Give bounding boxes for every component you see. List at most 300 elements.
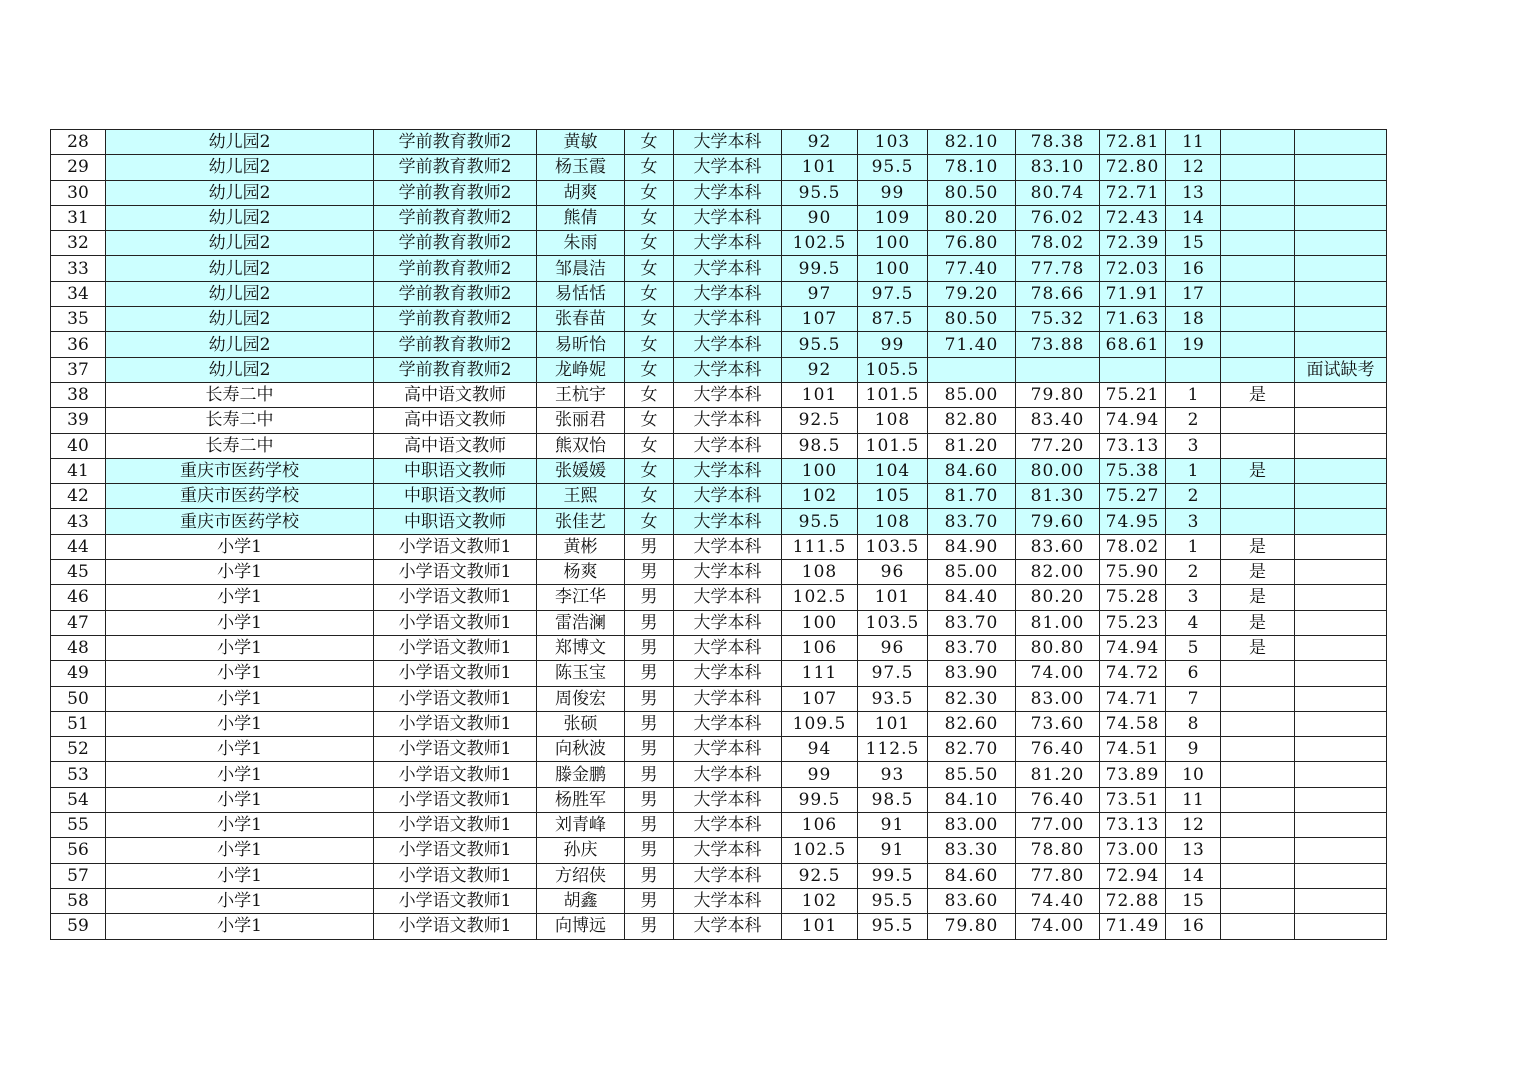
note-cell[interactable] [1295,762,1387,787]
total-score-cell[interactable]: 68.61 [1100,332,1166,357]
name-cell[interactable]: 张春苗 [537,307,625,332]
score-2-cell[interactable]: 100 [858,256,928,281]
note-cell[interactable] [1295,408,1387,433]
education-cell[interactable]: 大学本科 [674,357,782,382]
selected-cell[interactable] [1221,332,1295,357]
name-cell[interactable]: 杨胜军 [537,787,625,812]
score-3-cell[interactable]: 81.70 [928,484,1016,509]
sex-cell[interactable]: 男 [625,838,674,863]
note-cell[interactable] [1295,635,1387,660]
score-1-cell[interactable]: 90 [782,205,858,230]
sex-cell[interactable]: 女 [625,509,674,534]
score-4-cell[interactable]: 78.66 [1016,281,1100,306]
total-score-cell[interactable]: 75.28 [1100,585,1166,610]
score-2-cell[interactable]: 108 [858,509,928,534]
row-number-cell[interactable]: 30 [51,180,106,205]
sex-cell[interactable]: 男 [625,711,674,736]
row-number-cell[interactable]: 46 [51,585,106,610]
row-number-cell[interactable]: 37 [51,357,106,382]
score-1-cell[interactable]: 102 [782,888,858,913]
score-1-cell[interactable]: 102 [782,484,858,509]
unit-cell[interactable]: 长寿二中 [106,382,374,407]
selected-cell[interactable] [1221,863,1295,888]
score-2-cell[interactable]: 91 [858,838,928,863]
score-3-cell[interactable]: 82.60 [928,711,1016,736]
note-cell[interactable] [1295,838,1387,863]
name-cell[interactable]: 李江华 [537,585,625,610]
unit-cell[interactable]: 幼儿园2 [106,231,374,256]
sex-cell[interactable]: 女 [625,382,674,407]
note-cell[interactable] [1295,888,1387,913]
position-cell[interactable]: 学前教育教师2 [374,281,537,306]
rank-cell[interactable]: 12 [1166,155,1221,180]
position-cell[interactable]: 小学语文教师1 [374,610,537,635]
score-3-cell[interactable]: 83.70 [928,509,1016,534]
score-3-cell[interactable]: 84.40 [928,585,1016,610]
selected-cell[interactable] [1221,357,1295,382]
score-1-cell[interactable]: 92.5 [782,408,858,433]
rank-cell[interactable]: 14 [1166,205,1221,230]
name-cell[interactable]: 邹晨洁 [537,256,625,281]
selected-cell[interactable] [1221,787,1295,812]
total-score-cell[interactable]: 73.51 [1100,787,1166,812]
score-3-cell[interactable]: 76.80 [928,231,1016,256]
row-number-cell[interactable]: 49 [51,661,106,686]
selected-cell[interactable] [1221,130,1295,155]
score-2-cell[interactable]: 105 [858,484,928,509]
score-2-cell[interactable]: 99 [858,332,928,357]
sex-cell[interactable]: 男 [625,534,674,559]
education-cell[interactable]: 大学本科 [674,863,782,888]
selected-cell[interactable] [1221,888,1295,913]
score-4-cell[interactable]: 76.40 [1016,787,1100,812]
score-2-cell[interactable]: 101 [858,585,928,610]
score-1-cell[interactable]: 107 [782,307,858,332]
score-3-cell[interactable]: 82.80 [928,408,1016,433]
row-number-cell[interactable]: 59 [51,914,106,939]
education-cell[interactable]: 大学本科 [674,509,782,534]
row-number-cell[interactable]: 33 [51,256,106,281]
score-3-cell[interactable]: 77.40 [928,256,1016,281]
score-1-cell[interactable]: 109.5 [782,711,858,736]
sex-cell[interactable]: 男 [625,863,674,888]
rank-cell[interactable]: 1 [1166,458,1221,483]
unit-cell[interactable]: 小学1 [106,787,374,812]
score-2-cell[interactable]: 97.5 [858,661,928,686]
unit-cell[interactable]: 小学1 [106,762,374,787]
score-2-cell[interactable]: 91 [858,813,928,838]
row-number-cell[interactable]: 54 [51,787,106,812]
total-score-cell[interactable]: 74.71 [1100,686,1166,711]
score-2-cell[interactable]: 97.5 [858,281,928,306]
score-1-cell[interactable]: 101 [782,914,858,939]
name-cell[interactable]: 张丽君 [537,408,625,433]
row-number-cell[interactable]: 44 [51,534,106,559]
score-1-cell[interactable]: 111 [782,661,858,686]
row-number-cell[interactable]: 35 [51,307,106,332]
score-3-cell[interactable]: 79.80 [928,914,1016,939]
unit-cell[interactable]: 小学1 [106,813,374,838]
score-4-cell[interactable]: 73.88 [1016,332,1100,357]
score-3-cell[interactable]: 84.60 [928,458,1016,483]
sex-cell[interactable]: 女 [625,256,674,281]
rank-cell[interactable]: 3 [1166,585,1221,610]
total-score-cell[interactable]: 73.13 [1100,813,1166,838]
row-number-cell[interactable]: 42 [51,484,106,509]
rank-cell[interactable]: 18 [1166,307,1221,332]
education-cell[interactable]: 大学本科 [674,180,782,205]
score-2-cell[interactable]: 95.5 [858,914,928,939]
score-1-cell[interactable]: 102.5 [782,838,858,863]
score-3-cell[interactable]: 80.20 [928,205,1016,230]
total-score-cell[interactable]: 73.00 [1100,838,1166,863]
education-cell[interactable]: 大学本科 [674,661,782,686]
row-number-cell[interactable]: 43 [51,509,106,534]
rank-cell[interactable]: 13 [1166,180,1221,205]
selected-cell[interactable] [1221,661,1295,686]
sex-cell[interactable]: 男 [625,585,674,610]
education-cell[interactable]: 大学本科 [674,382,782,407]
rank-cell[interactable]: 6 [1166,661,1221,686]
unit-cell[interactable]: 小学1 [106,560,374,585]
score-4-cell[interactable]: 82.00 [1016,560,1100,585]
score-4-cell[interactable]: 78.80 [1016,838,1100,863]
position-cell[interactable]: 学前教育教师2 [374,332,537,357]
row-number-cell[interactable]: 48 [51,635,106,660]
score-1-cell[interactable]: 100 [782,458,858,483]
position-cell[interactable]: 小学语文教师1 [374,838,537,863]
sex-cell[interactable]: 女 [625,433,674,458]
score-4-cell[interactable]: 74.00 [1016,661,1100,686]
education-cell[interactable]: 大学本科 [674,155,782,180]
name-cell[interactable]: 胡爽 [537,180,625,205]
education-cell[interactable]: 大学本科 [674,787,782,812]
row-number-cell[interactable]: 38 [51,382,106,407]
sex-cell[interactable]: 女 [625,130,674,155]
score-3-cell[interactable]: 83.60 [928,888,1016,913]
score-2-cell[interactable]: 99 [858,180,928,205]
education-cell[interactable]: 大学本科 [674,711,782,736]
score-1-cell[interactable]: 99.5 [782,787,858,812]
row-number-cell[interactable]: 41 [51,458,106,483]
sex-cell[interactable]: 男 [625,560,674,585]
education-cell[interactable]: 大学本科 [674,686,782,711]
score-3-cell[interactable] [928,357,1016,382]
score-2-cell[interactable]: 95.5 [858,888,928,913]
unit-cell[interactable]: 幼儿园2 [106,256,374,281]
score-3-cell[interactable]: 82.10 [928,130,1016,155]
rank-cell[interactable]: 11 [1166,787,1221,812]
sex-cell[interactable]: 男 [625,635,674,660]
sex-cell[interactable]: 女 [625,357,674,382]
score-2-cell[interactable]: 95.5 [858,155,928,180]
education-cell[interactable]: 大学本科 [674,458,782,483]
selected-cell[interactable] [1221,433,1295,458]
note-cell[interactable] [1295,231,1387,256]
total-score-cell[interactable]: 71.63 [1100,307,1166,332]
selected-cell[interactable]: 是 [1221,382,1295,407]
score-4-cell[interactable]: 77.78 [1016,256,1100,281]
unit-cell[interactable]: 小学1 [106,661,374,686]
position-cell[interactable]: 高中语文教师 [374,408,537,433]
note-cell[interactable] [1295,813,1387,838]
selected-cell[interactable] [1221,307,1295,332]
selected-cell[interactable] [1221,914,1295,939]
name-cell[interactable]: 方绍侠 [537,863,625,888]
sex-cell[interactable]: 男 [625,737,674,762]
rank-cell[interactable]: 11 [1166,130,1221,155]
score-2-cell[interactable]: 99.5 [858,863,928,888]
score-1-cell[interactable]: 98.5 [782,433,858,458]
selected-cell[interactable] [1221,231,1295,256]
unit-cell[interactable]: 长寿二中 [106,433,374,458]
score-1-cell[interactable]: 94 [782,737,858,762]
name-cell[interactable]: 雷浩澜 [537,610,625,635]
score-1-cell[interactable]: 100 [782,610,858,635]
note-cell[interactable] [1295,737,1387,762]
score-3-cell[interactable]: 83.70 [928,610,1016,635]
score-2-cell[interactable]: 103 [858,130,928,155]
unit-cell[interactable]: 幼儿园2 [106,205,374,230]
unit-cell[interactable]: 小学1 [106,863,374,888]
total-score-cell[interactable]: 74.58 [1100,711,1166,736]
score-4-cell[interactable]: 83.10 [1016,155,1100,180]
unit-cell[interactable]: 幼儿园2 [106,332,374,357]
row-number-cell[interactable]: 58 [51,888,106,913]
note-cell[interactable] [1295,534,1387,559]
note-cell[interactable] [1295,863,1387,888]
selected-cell[interactable]: 是 [1221,585,1295,610]
row-number-cell[interactable]: 57 [51,863,106,888]
name-cell[interactable]: 张硕 [537,711,625,736]
education-cell[interactable]: 大学本科 [674,585,782,610]
unit-cell[interactable]: 小学1 [106,711,374,736]
score-1-cell[interactable]: 108 [782,560,858,585]
unit-cell[interactable]: 小学1 [106,635,374,660]
sex-cell[interactable]: 男 [625,914,674,939]
name-cell[interactable]: 周俊宏 [537,686,625,711]
score-2-cell[interactable]: 101.5 [858,382,928,407]
education-cell[interactable]: 大学本科 [674,813,782,838]
rank-cell[interactable]: 15 [1166,888,1221,913]
selected-cell[interactable]: 是 [1221,610,1295,635]
score-4-cell[interactable]: 80.74 [1016,180,1100,205]
score-1-cell[interactable]: 106 [782,813,858,838]
position-cell[interactable]: 学前教育教师2 [374,256,537,281]
sex-cell[interactable]: 男 [625,661,674,686]
note-cell[interactable] [1295,155,1387,180]
sex-cell[interactable]: 男 [625,813,674,838]
score-2-cell[interactable]: 101 [858,711,928,736]
position-cell[interactable]: 学前教育教师2 [374,155,537,180]
name-cell[interactable]: 王杭宇 [537,382,625,407]
score-3-cell[interactable]: 82.70 [928,737,1016,762]
score-4-cell[interactable]: 79.60 [1016,509,1100,534]
score-4-cell[interactable]: 80.00 [1016,458,1100,483]
note-cell[interactable] [1295,281,1387,306]
total-score-cell[interactable]: 71.91 [1100,281,1166,306]
row-number-cell[interactable]: 34 [51,281,106,306]
selected-cell[interactable] [1221,711,1295,736]
selected-cell[interactable] [1221,813,1295,838]
sex-cell[interactable]: 女 [625,458,674,483]
position-cell[interactable]: 小学语文教师1 [374,914,537,939]
rank-cell[interactable]: 5 [1166,635,1221,660]
score-4-cell[interactable]: 74.40 [1016,888,1100,913]
score-2-cell[interactable]: 109 [858,205,928,230]
score-1-cell[interactable]: 99.5 [782,256,858,281]
education-cell[interactable]: 大学本科 [674,737,782,762]
name-cell[interactable]: 黄敏 [537,130,625,155]
total-score-cell[interactable]: 72.80 [1100,155,1166,180]
note-cell[interactable]: 面试缺考 [1295,357,1387,382]
position-cell[interactable]: 学前教育教师2 [374,357,537,382]
name-cell[interactable]: 熊倩 [537,205,625,230]
row-number-cell[interactable]: 28 [51,130,106,155]
education-cell[interactable]: 大学本科 [674,534,782,559]
unit-cell[interactable]: 幼儿园2 [106,180,374,205]
rank-cell[interactable]: 13 [1166,838,1221,863]
position-cell[interactable]: 小学语文教师1 [374,813,537,838]
score-3-cell[interactable]: 82.30 [928,686,1016,711]
selected-cell[interactable] [1221,509,1295,534]
unit-cell[interactable]: 幼儿园2 [106,307,374,332]
note-cell[interactable] [1295,686,1387,711]
total-score-cell[interactable]: 78.02 [1100,534,1166,559]
sex-cell[interactable]: 男 [625,787,674,812]
unit-cell[interactable]: 小学1 [106,585,374,610]
score-2-cell[interactable]: 104 [858,458,928,483]
name-cell[interactable]: 易昕怡 [537,332,625,357]
row-number-cell[interactable]: 53 [51,762,106,787]
score-3-cell[interactable]: 80.50 [928,307,1016,332]
score-1-cell[interactable]: 107 [782,686,858,711]
rank-cell[interactable]: 19 [1166,332,1221,357]
total-score-cell[interactable]: 72.39 [1100,231,1166,256]
name-cell[interactable]: 易恬恬 [537,281,625,306]
sex-cell[interactable]: 女 [625,281,674,306]
total-score-cell[interactable]: 74.94 [1100,635,1166,660]
unit-cell[interactable]: 幼儿园2 [106,155,374,180]
note-cell[interactable] [1295,914,1387,939]
note-cell[interactable] [1295,130,1387,155]
name-cell[interactable]: 杨玉霞 [537,155,625,180]
row-number-cell[interactable]: 31 [51,205,106,230]
row-number-cell[interactable]: 51 [51,711,106,736]
selected-cell[interactable]: 是 [1221,458,1295,483]
score-2-cell[interactable]: 93.5 [858,686,928,711]
unit-cell[interactable]: 小学1 [106,914,374,939]
sex-cell[interactable]: 女 [625,180,674,205]
score-4-cell[interactable]: 73.60 [1016,711,1100,736]
position-cell[interactable]: 学前教育教师2 [374,180,537,205]
selected-cell[interactable] [1221,408,1295,433]
position-cell[interactable]: 小学语文教师1 [374,711,537,736]
score-4-cell[interactable]: 83.60 [1016,534,1100,559]
selected-cell[interactable] [1221,180,1295,205]
note-cell[interactable] [1295,509,1387,534]
sex-cell[interactable]: 女 [625,484,674,509]
name-cell[interactable]: 滕金鹏 [537,762,625,787]
score-2-cell[interactable]: 96 [858,560,928,585]
position-cell[interactable]: 小学语文教师1 [374,560,537,585]
score-3-cell[interactable]: 71.40 [928,332,1016,357]
rank-cell[interactable]: 3 [1166,509,1221,534]
note-cell[interactable] [1295,610,1387,635]
total-score-cell[interactable]: 72.03 [1100,256,1166,281]
unit-cell[interactable]: 小学1 [106,737,374,762]
note-cell[interactable] [1295,585,1387,610]
position-cell[interactable]: 学前教育教师2 [374,205,537,230]
score-4-cell[interactable]: 77.20 [1016,433,1100,458]
score-1-cell[interactable]: 101 [782,155,858,180]
selected-cell[interactable]: 是 [1221,560,1295,585]
name-cell[interactable]: 朱雨 [537,231,625,256]
education-cell[interactable]: 大学本科 [674,484,782,509]
note-cell[interactable] [1295,382,1387,407]
rank-cell[interactable]: 2 [1166,484,1221,509]
selected-cell[interactable] [1221,686,1295,711]
score-2-cell[interactable]: 100 [858,231,928,256]
note-cell[interactable] [1295,433,1387,458]
total-score-cell[interactable]: 74.95 [1100,509,1166,534]
position-cell[interactable]: 学前教育教师2 [374,307,537,332]
note-cell[interactable] [1295,332,1387,357]
score-2-cell[interactable]: 96 [858,635,928,660]
score-4-cell[interactable]: 81.00 [1016,610,1100,635]
education-cell[interactable]: 大学本科 [674,130,782,155]
total-score-cell[interactable]: 72.81 [1100,130,1166,155]
rank-cell[interactable]: 4 [1166,610,1221,635]
score-3-cell[interactable]: 78.10 [928,155,1016,180]
note-cell[interactable] [1295,711,1387,736]
score-2-cell[interactable]: 103.5 [858,534,928,559]
score-4-cell[interactable]: 79.80 [1016,382,1100,407]
row-number-cell[interactable]: 36 [51,332,106,357]
position-cell[interactable]: 小学语文教师1 [374,888,537,913]
total-score-cell[interactable]: 75.38 [1100,458,1166,483]
score-4-cell[interactable]: 81.30 [1016,484,1100,509]
score-4-cell[interactable]: 78.02 [1016,231,1100,256]
score-4-cell[interactable]: 75.32 [1016,307,1100,332]
selected-cell[interactable] [1221,737,1295,762]
score-4-cell[interactable]: 78.38 [1016,130,1100,155]
sex-cell[interactable]: 男 [625,888,674,913]
score-2-cell[interactable]: 98.5 [858,787,928,812]
education-cell[interactable]: 大学本科 [674,307,782,332]
education-cell[interactable]: 大学本科 [674,560,782,585]
total-score-cell[interactable]: 75.27 [1100,484,1166,509]
name-cell[interactable]: 熊双怡 [537,433,625,458]
rank-cell[interactable]: 2 [1166,560,1221,585]
unit-cell[interactable]: 小学1 [106,610,374,635]
total-score-cell[interactable]: 73.89 [1100,762,1166,787]
note-cell[interactable] [1295,180,1387,205]
position-cell[interactable]: 中职语文教师 [374,484,537,509]
score-4-cell[interactable]: 80.20 [1016,585,1100,610]
row-number-cell[interactable]: 47 [51,610,106,635]
selected-cell[interactable]: 是 [1221,534,1295,559]
education-cell[interactable]: 大学本科 [674,408,782,433]
score-3-cell[interactable]: 85.00 [928,560,1016,585]
score-4-cell[interactable]: 77.00 [1016,813,1100,838]
row-number-cell[interactable]: 50 [51,686,106,711]
score-1-cell[interactable]: 95.5 [782,509,858,534]
score-3-cell[interactable]: 83.70 [928,635,1016,660]
selected-cell[interactable] [1221,484,1295,509]
score-3-cell[interactable]: 81.20 [928,433,1016,458]
sex-cell[interactable]: 男 [625,762,674,787]
